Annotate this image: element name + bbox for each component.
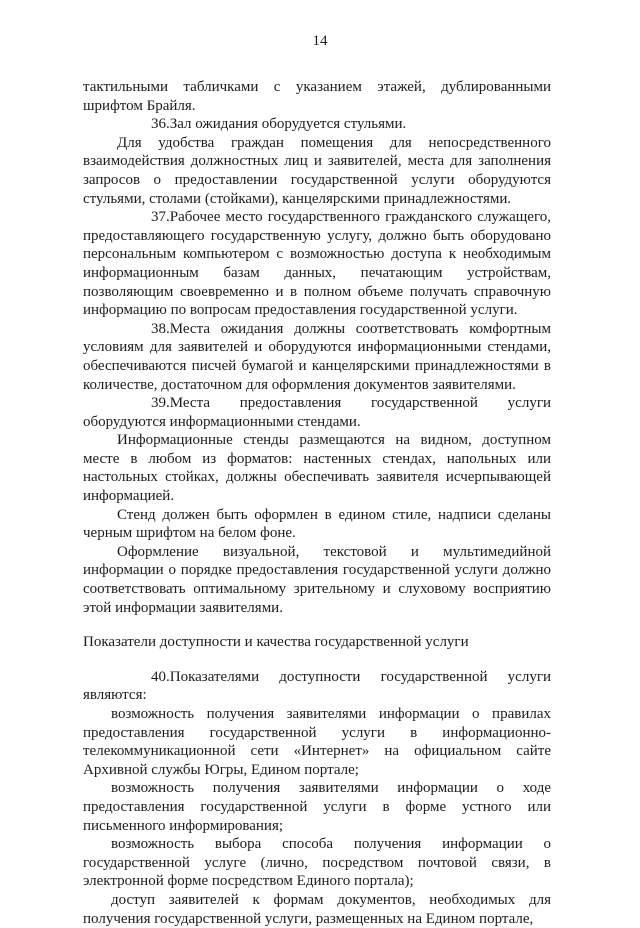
item-36-paragraph: Для удобства граждан помещения для непосредственного взаимодействия должностных лиц и заявителей, места для заполнения запросов о предоставлении государственной услуги оборудуются стульями, столами (стойками), канцелярскими принадлежностями.: [83, 134, 551, 207]
item-40: [83, 668, 551, 705]
item-number: 40.: [151, 668, 170, 685]
item-text: Места предоставления государственной услуги оборудуются информационными стендами.: [83, 395, 551, 430]
spacer: [83, 652, 551, 668]
spacer: [83, 617, 551, 633]
indicator-item: доступ заявителей к формам документов, необходимых для получения государственной услуги, размещенных на Едином портале,: [83, 891, 551, 927]
item-text: Рабочее место государственного гражданского служащего, предоставляющего государственную услугу, должно быть оборудовано персональным компьютером с возможностью доступа к необходимым информационным базам данных, печатающим устройствам, позволяющим своевременно и в полном объеме получать справочную информацию по вопросам предоставления государственной услуги.: [83, 209, 551, 319]
page-number: 14: [312, 33, 328, 49]
indicator-item: возможность получения заявителями информации о ходе предоставления государственной услуги в форме устного или письменного информирования;: [83, 780, 551, 834]
item-number: 37.: [151, 209, 170, 226]
page-body: [83, 78, 551, 928]
item-text: Места ожидания должны соответствовать комфортным условиям для заявителей и оборудуются информационными стендами, обеспечиваются писчей бумагой и канцелярскими принадлежностями в количестве, достаточном для оформления документов заявителями.: [83, 320, 551, 393]
stands-design-paragraph: Оформление визуальной, текстовой и мультимедийной информации о порядке предоставления государственной услуги должно соответствовать оптимальному зрительному и слуховому восприятию этой информации заявителями.: [83, 543, 551, 616]
item-text: Показателями доступности государственной услуги являются:: [83, 668, 551, 704]
item-36: [83, 115, 551, 134]
item-text: Зал ожидания оборудуется стульями.: [169, 116, 407, 133]
stands-style-paragraph: Стенд должен быть оформлен в едином стиле, надписи сделаны черным шрифтом на белом фоне.: [83, 506, 551, 542]
item-39: [83, 394, 551, 431]
item-number: 39.: [151, 395, 170, 412]
stands-paragraph: Информационные стенды размещаются на видном, доступном месте в любом из форматов: настенных стендах, напольных или настольных стойках, должны обеспечивать заявителя исчерпывающей информацией.: [83, 432, 551, 505]
section-title: Показатели доступности и качества государственной услуги: [83, 634, 469, 651]
intro-paragraph: тактильными табличками с указанием этажей, дублированными шрифтом Брайля.: [83, 79, 551, 114]
item-37: [83, 208, 551, 320]
item-number: 38.: [151, 320, 170, 337]
item-38: [83, 320, 551, 394]
indicator-item: возможность получения заявителями информации о правилах предоставления государственной услуги в информационно-телекоммуникационной сети «Интернет» на официальном сайте Архивной службы Югры, Едином портале;: [83, 706, 551, 778]
item-number: 36.: [151, 116, 170, 133]
indicator-item: возможность выбора способа получения информации о государственной услуге (лично, посредством почтовой связи, в электронной форме посредством Единого портала);: [83, 836, 551, 890]
